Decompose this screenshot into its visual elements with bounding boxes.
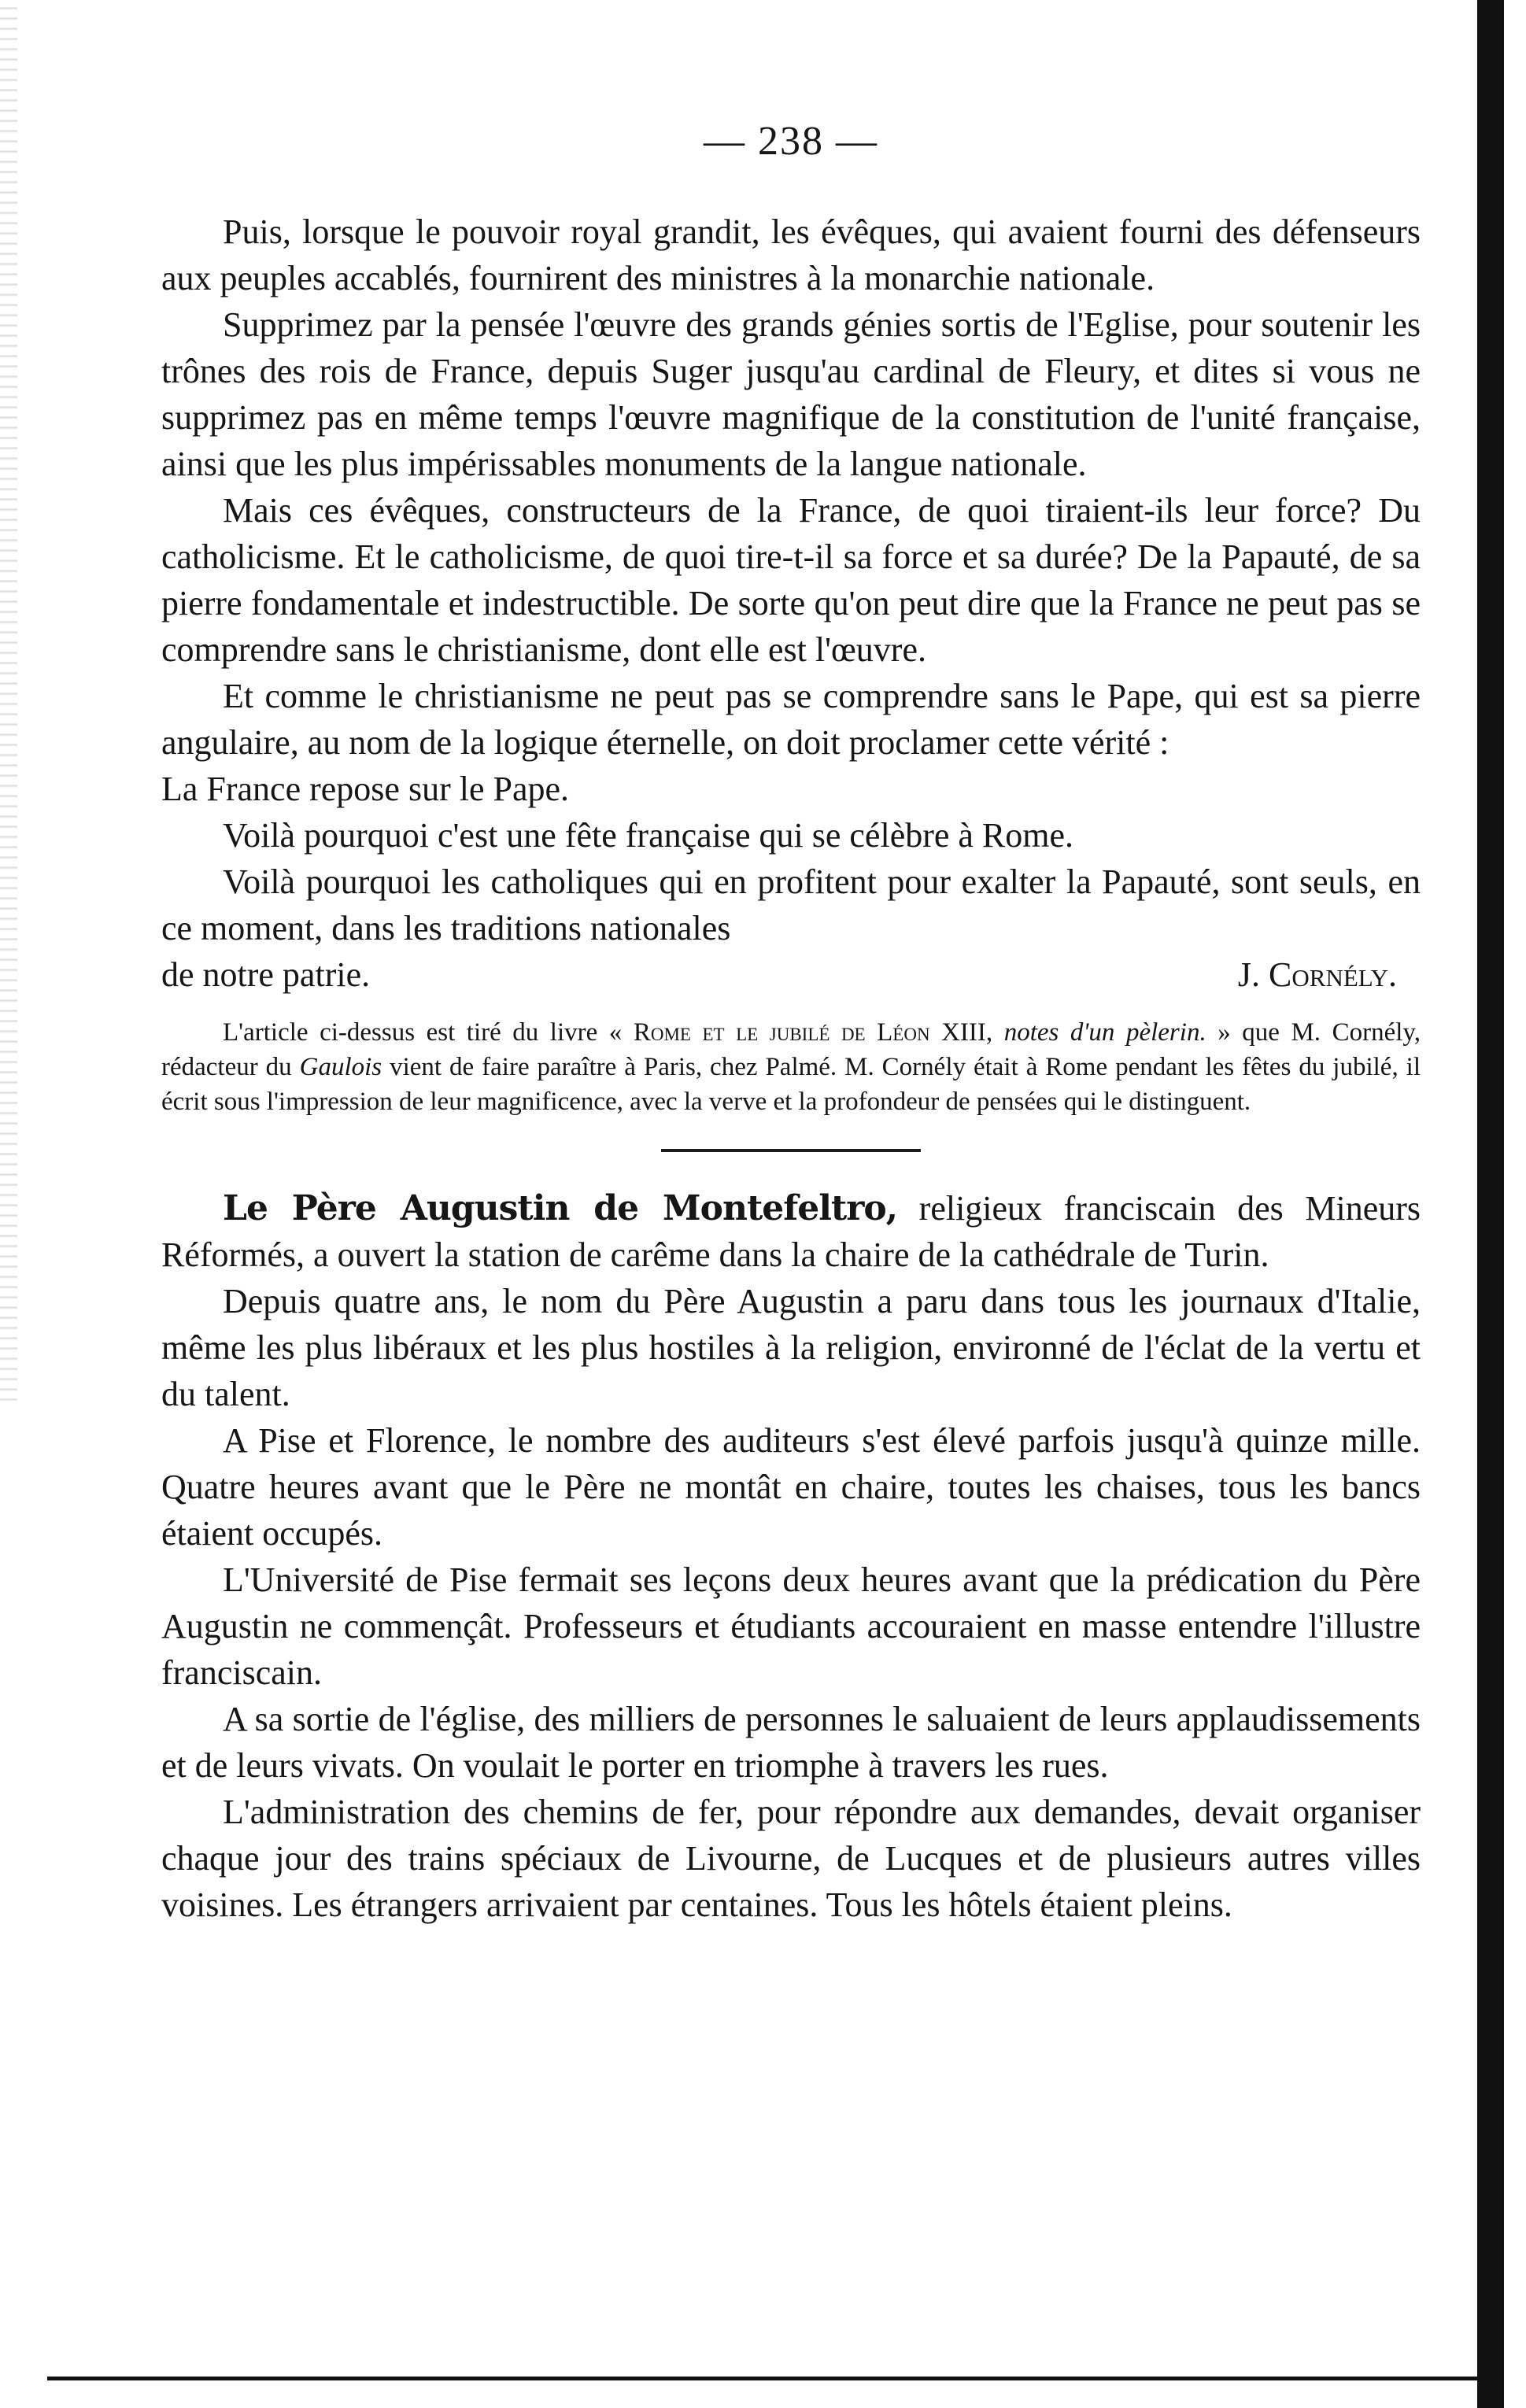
- page-number: — 238 —: [704, 119, 878, 164]
- newspaper-name: Gaulois: [299, 1053, 382, 1081]
- paragraph: Supprimez par la pensée l'œuvre des grands génies sortis de l'Eglise, pour soutenir les trônes des rois de France, depuis Suger jusqu'au cardinal de Fleury, et dites si vous ne supprimez pas en même temps l'œuvre magnifique de la constitution de l'unité française, ainsi que les plus impérissables monuments de la langue nationale.: [161, 305, 1421, 483]
- paragraph: A sa sortie de l'église, des milliers de personnes le saluaient de leurs applaudissements et de leurs vivats. On voulait le porter en triomphe à travers les rues.: [161, 1700, 1421, 1785]
- scan-bottom-edge: [47, 2377, 1479, 2380]
- paragraph: Voilà pourquoi c'est une fête française qui se célèbre à Rome.: [223, 816, 1074, 855]
- lead-text: religieux franciscain des Mineurs Réformés, a ouvert la station de carême dans la chaire de la cathédrale de Turin.: [161, 1189, 1421, 1274]
- paragraph: A Pise et Florence, le nombre des auditeurs s'est élevé parfois jusqu'à quinze mille. Quatre heures avant que le Père ne montât en chaire, toutes les chaises, tous les bancs étaient occupés.: [161, 1421, 1421, 1553]
- paragraph: Puis, lorsque le pouvoir royal grandit, les évêques, qui avaient fourni des défenseurs aux peuples accablés, fournirent des ministres à la monarchie nationale.: [161, 212, 1421, 297]
- article-montefeltro: [161, 1185, 1421, 1928]
- note-text: vient de faire paraître à Paris, chez Palmé. M. Cornély était à Rome pendant les fêtes du jubilé, il écrit sous l'impression de leur magnificence, avec la verve et la profondeur de pensées qui le distinguent.: [161, 1053, 1421, 1116]
- paragraph: L'Université de Pise fermait ses leçons deux heures avant que la prédication du Père Augustin ne commençât. Professeurs et étudiants accouraient en masse entendre l'illustre franciscain.: [161, 1560, 1421, 1692]
- section-separator: [661, 1149, 921, 1152]
- paragraph: Depuis quatre ans, le nom du Père Augustin a paru dans tous les journaux d'Italie, même les plus libéraux et les plus hostiles à la religion, environné de l'éclat de la vertu et du talent.: [161, 1282, 1421, 1413]
- closing-line-with-signature: [161, 951, 1421, 998]
- lead-paragraph: [161, 1185, 1421, 1278]
- author-signature: J. Cornély.: [1237, 955, 1397, 994]
- note-text: L'article ci-dessus est tiré du livre «: [223, 1018, 634, 1047]
- source-note: [161, 1015, 1421, 1119]
- closing-line: de notre patrie.: [161, 955, 371, 994]
- page-content: [161, 118, 1421, 1928]
- paragraph: Voilà pourquoi les catholiques qui en profitent pour exalter la Papauté, sont seuls, en ce moment, dans les traditions nationales: [161, 862, 1421, 947]
- paragraph: Mais ces évêques, constructeurs de la France, de quoi tiraient-ils leur force? Du catholicisme. Et le catholicisme, de quoi tire-t-il sa force et sa durée? De la Papauté, de sa pierre fondamentale et indestructible. De sorte qu'on peut dire que la France ne peut pas se comprendre sans le christianisme, dont elle est l'œuvre.: [161, 491, 1421, 669]
- lead-name: Le Père Augustin de Montefeltro,: [223, 1188, 898, 1228]
- scan-left-margin-speckle: [0, 0, 17, 1401]
- paragraph: L'administration des chemins de fer, pour répondre aux demandes, devait organiser chaque jour des trains spéciaux de Livourne, de Lucques et de plusieurs autres villes voisines. Les étrangers arrivaient par centaines. Tous les hôtels étaient pleins.: [161, 1793, 1421, 1924]
- note-text: [992, 1018, 1004, 1047]
- article-cornely: [161, 209, 1421, 998]
- book-title: Rome et le jubilé de Léon XIII,: [633, 1018, 993, 1047]
- paragraph: Et comme le christianisme ne peut pas se comprendre sans le Pape, qui est sa pierre angulaire, au nom de la logique éternelle, on doit proclamer cette vérité :: [161, 677, 1421, 762]
- scan-binding-edge: [1477, 0, 1504, 2408]
- statement-line: La France repose sur le Pape.: [161, 770, 570, 808]
- note-text: » que M. Cornély, rédacteur du: [161, 1018, 1421, 1081]
- book-subtitle: notes d'un pèlerin.: [1003, 1018, 1206, 1047]
